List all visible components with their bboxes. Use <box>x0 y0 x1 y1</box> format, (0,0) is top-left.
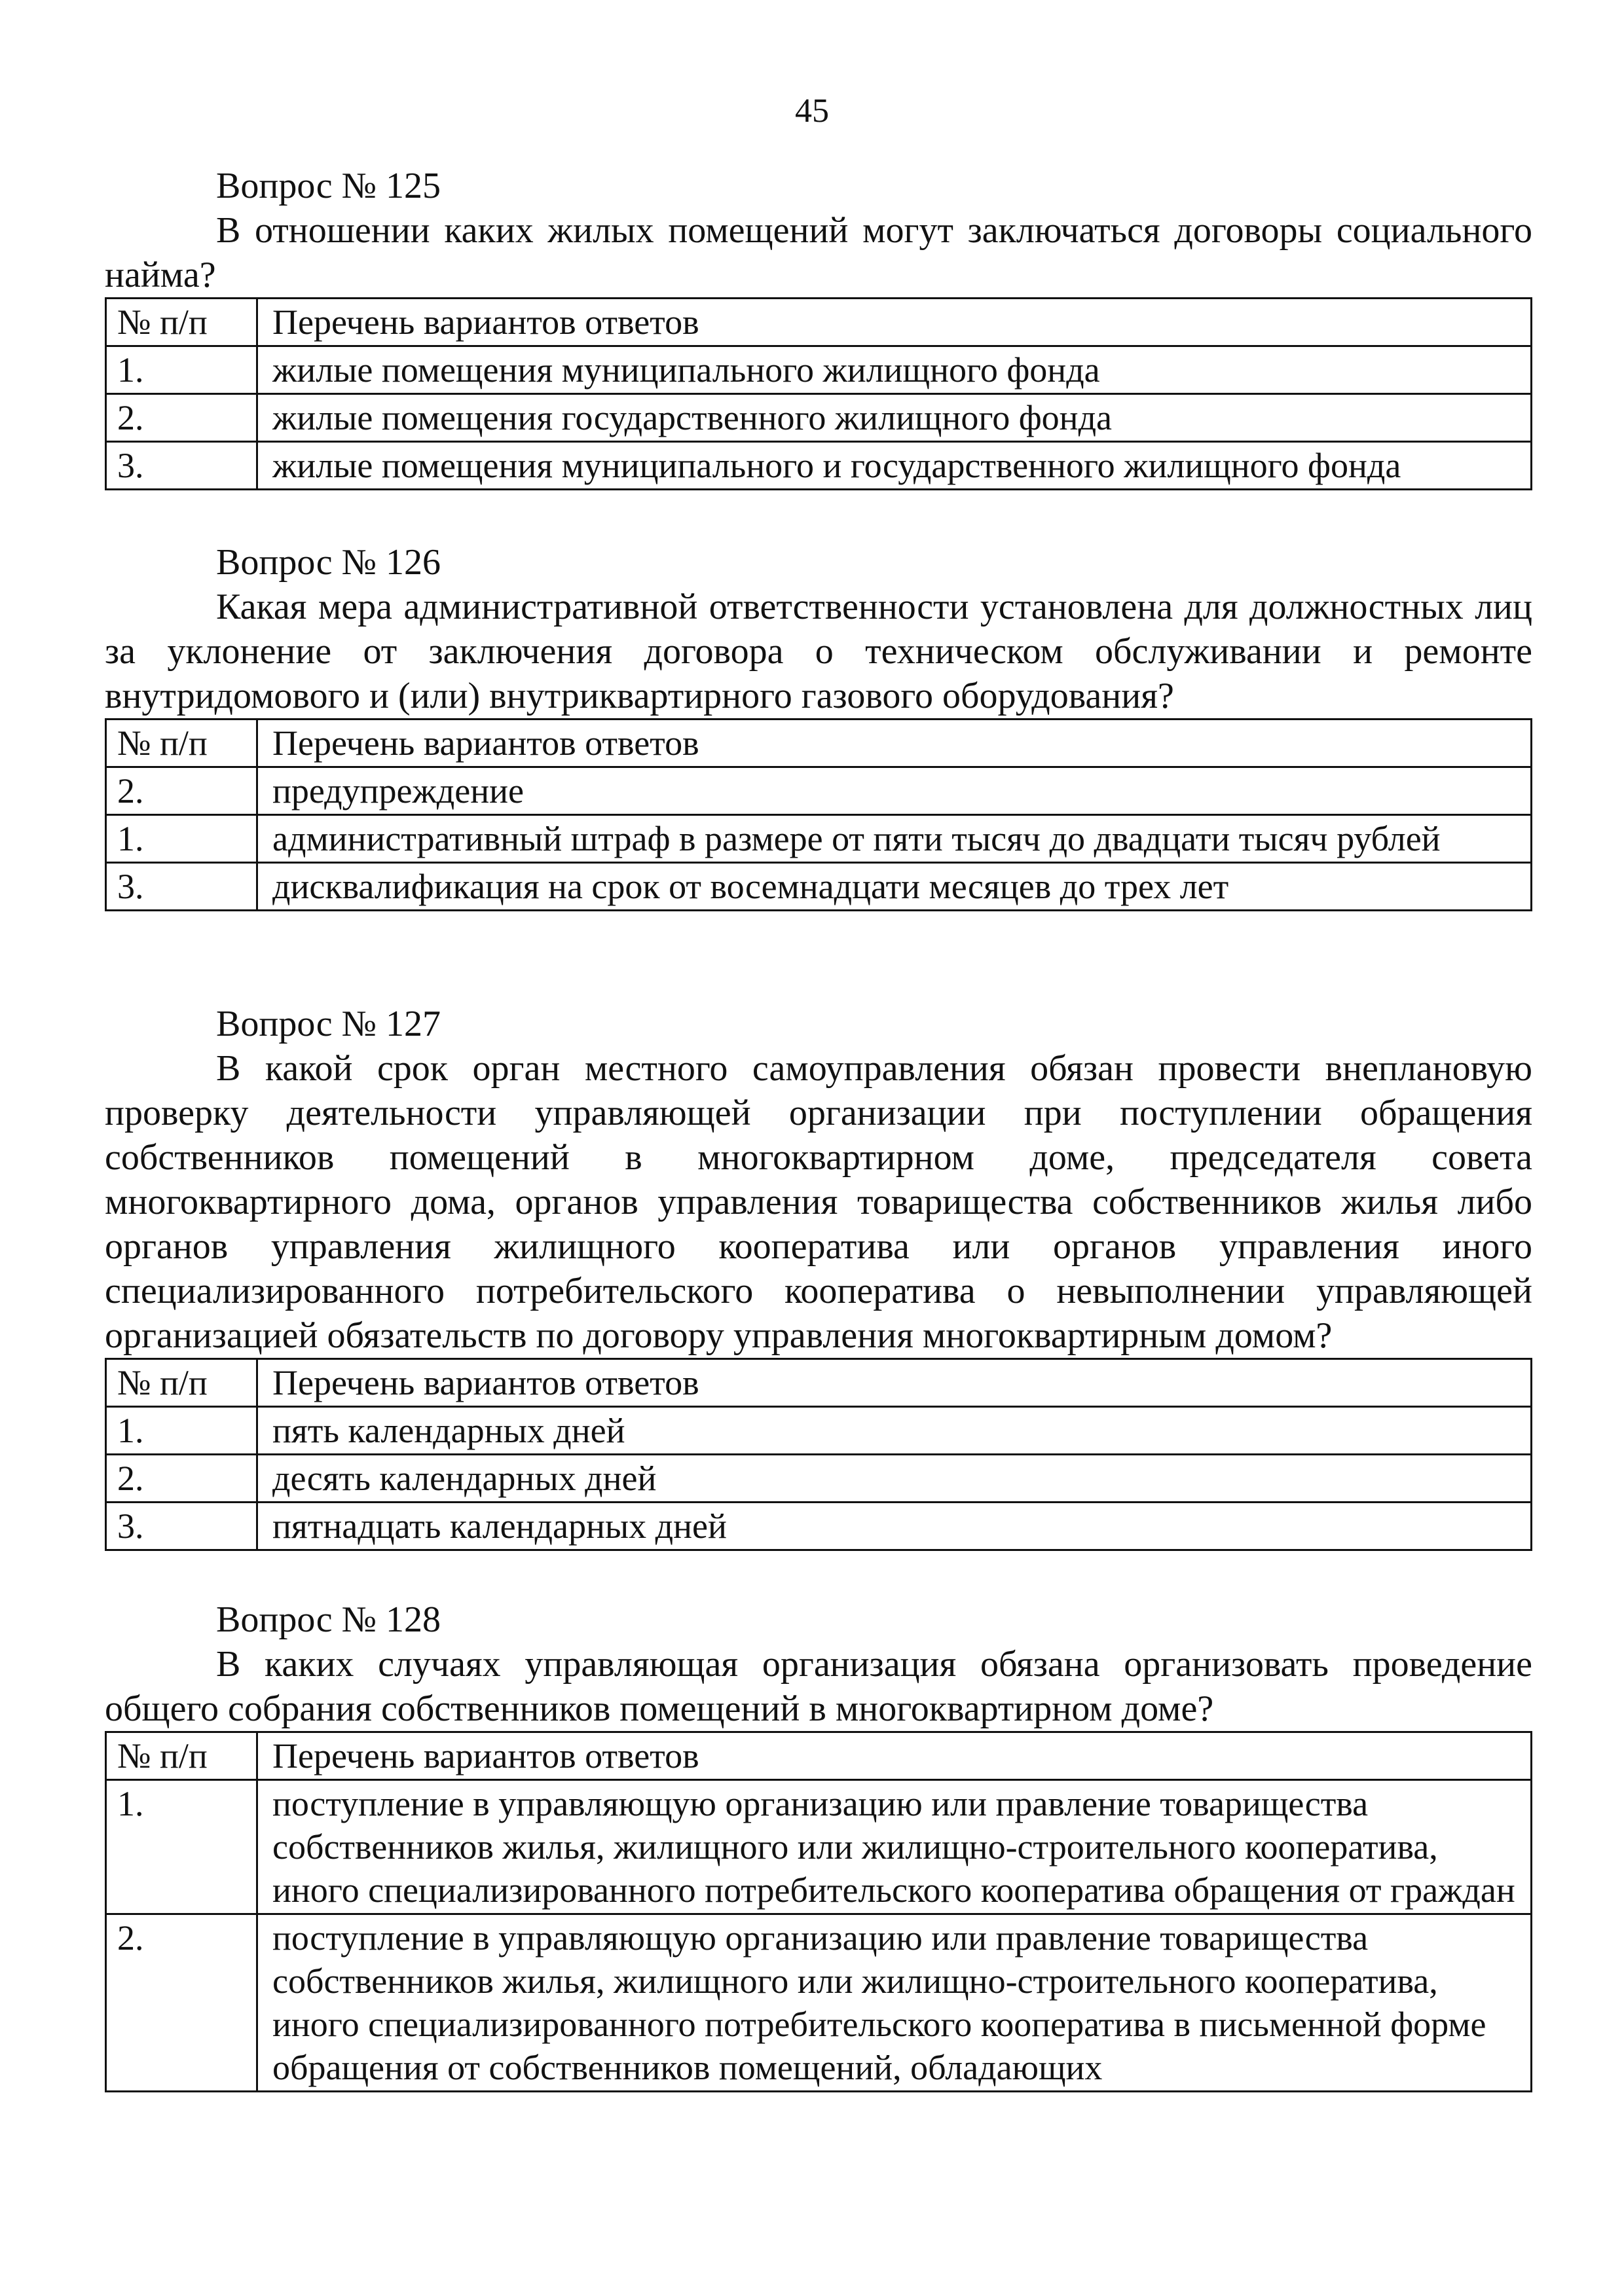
table-row <box>106 815 1532 863</box>
question-text: В какой срок орган местного самоуправления обязан провести внеплановую проверку деятельности управляющей организации при поступлении обращения собственников помещений в многоквартирном доме, председателя совета многоквартирного дома, органов управления товарищества собственников жилья либо органов управления жилищного кооператива или органов управления иного специализированного потребительского кооператива о невыполнении управляющей организацией обязательств по договору управления многоквартирным домом? <box>105 1048 1532 1356</box>
table-header-row <box>106 1732 1532 1780</box>
table-header-row <box>106 720 1532 767</box>
answer-text: жилые помещения муниципального жилищного фонда <box>257 346 1532 394</box>
question-126 <box>105 540 1532 911</box>
question-text: В каких случаях управляющая организация обязана организовать проведение общего собрания собственников помещений в многоквартирном доме? <box>105 1644 1532 1729</box>
question-text: Какая мера административной ответственности установлена для должностных лиц за уклонение от заключения договора о техническом обслуживании и ремонте внутридомового и (или) внутриквартирного газового оборудования? <box>105 587 1532 716</box>
header-num: № п/п <box>106 1359 257 1407</box>
question-title: Вопрос № 128 <box>216 1599 441 1640</box>
table-header-row <box>106 1359 1532 1407</box>
answer-text: жилые помещения муниципального и государственного жилищного фонда <box>257 442 1532 490</box>
answer-text: пятнадцать календарных дней <box>257 1503 1532 1550</box>
header-text: Перечень вариантов ответов <box>257 720 1532 767</box>
answer-num: 1. <box>106 815 257 863</box>
question-125 <box>105 164 1532 490</box>
answer-text: административный штраф в размере от пяти тысяч до двадцати тысяч рублей <box>257 815 1532 863</box>
answers-table <box>105 1358 1532 1551</box>
question-127 <box>105 1002 1532 1551</box>
table-row <box>106 394 1532 442</box>
answers-table <box>105 297 1532 490</box>
answer-num: 2. <box>106 767 257 815</box>
answer-text: поступление в управляющую организацию или правление товарищества собственников жилья, жилищного или жилищно-строительного кооператива, иного специализированного потребительского кооператива обращения от граждан <box>257 1780 1532 1914</box>
answer-text: поступление в управляющую организацию или правление товарищества собственников жилья, жилищного или жилищно-строительного кооператива, иного специализированного потребительского кооператива в письменной форме обращения от собственников помещений, обладающих <box>257 1914 1532 2092</box>
answers-table <box>105 718 1532 911</box>
question-title: Вопрос № 125 <box>216 166 441 206</box>
answer-num: 1. <box>106 1407 257 1455</box>
answer-num: 1. <box>106 1780 257 1914</box>
answer-text: десять календарных дней <box>257 1455 1532 1503</box>
table-row <box>106 1503 1532 1550</box>
answer-num: 2. <box>106 1914 257 2092</box>
question-128 <box>105 1597 1532 2092</box>
header-text: Перечень вариантов ответов <box>257 1732 1532 1780</box>
answer-text: пять календарных дней <box>257 1407 1532 1455</box>
answer-text: жилые помещения государственного жилищного фонда <box>257 394 1532 442</box>
answer-num: 2. <box>106 1455 257 1503</box>
table-row <box>106 1407 1532 1455</box>
question-text: В отношении каких жилых помещений могут заключаться договоры социального найма? <box>105 210 1532 295</box>
header-num: № п/п <box>106 299 257 346</box>
answer-text: дисквалификация на срок от восемнадцати месяцев до трех лет <box>257 863 1532 911</box>
answer-num: 3. <box>106 442 257 490</box>
question-title: Вопрос № 127 <box>216 1004 441 1044</box>
table-row <box>106 863 1532 911</box>
table-row <box>106 442 1532 490</box>
answer-num: 3. <box>106 1503 257 1550</box>
table-header-row <box>106 299 1532 346</box>
answers-table <box>105 1731 1532 2092</box>
table-row <box>106 1780 1532 1914</box>
header-num: № п/п <box>106 720 257 767</box>
answer-text: предупреждение <box>257 767 1532 815</box>
header-text: Перечень вариантов ответов <box>257 299 1532 346</box>
answer-num: 1. <box>106 346 257 394</box>
answer-num: 2. <box>106 394 257 442</box>
page-number: 45 <box>795 92 829 130</box>
table-row <box>106 1455 1532 1503</box>
header-text: Перечень вариантов ответов <box>257 1359 1532 1407</box>
answer-num: 3. <box>106 863 257 911</box>
table-row <box>106 1914 1532 2092</box>
table-row <box>106 767 1532 815</box>
table-row <box>106 346 1532 394</box>
header-num: № п/п <box>106 1732 257 1780</box>
question-title: Вопрос № 126 <box>216 542 441 583</box>
